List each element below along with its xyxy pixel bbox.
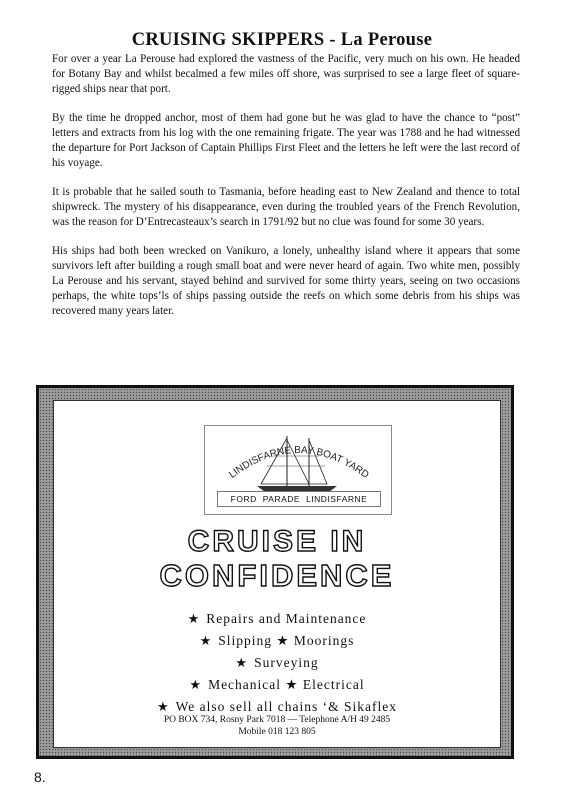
service-item: ★ Repairs and Maintenance <box>187 611 367 626</box>
page-title: CRUISING SKIPPERS - La Perouse <box>131 30 433 50</box>
boat-yard-logo <box>204 425 392 515</box>
paragraph-4: His ships had both been wrecked on Vanikuro, a lonely, unhealthy island where it appears that some survivors left after building a rough small boat and were never heard of again. Two white men, possibly La Perouse and his servant, stayed behind and survived for some thirty years, seeing on two occasions perhaps, the white tops’ls of ships passing outside the reefs on which some debris from his ships was recovered many years later. <box>52 245 520 317</box>
service-item: ★ Mechanical ★ Electrical <box>189 677 365 692</box>
paragraph-2: By the time he dropped anchor, most of them had gone but he was glad to have the chance to “post” letters and extracts from his log with the one remaining frigate. The year was 1788 and he had witnessed the departure for Port Jackson of Captain Phillips First Fleet and the letters he left were the last record of his voyage. <box>52 112 520 169</box>
star-icon: ★ <box>187 611 201 626</box>
service-item: ★ We also sell all chains ‘& Sikaflex <box>156 699 398 714</box>
paragraph-3: It is probable that he sailed south to Tasmania, before heading east to New Zealand and thence to total shipwreck. The mystery of his disappearance, even during the troubled years of the French Revolution, was the reason for D’Entrecasteaux’s search in 1791/92 but no clue was found for some 30 years. <box>52 186 520 228</box>
service-item: ★ Slipping ★ Moorings <box>199 633 355 648</box>
headline-confidence: CONFIDENCE <box>159 558 395 593</box>
headline-cruise-in: CRUISE IN <box>187 525 367 558</box>
service-item: ★ Surveying <box>235 655 319 670</box>
contact-info <box>54 714 500 738</box>
logo-sub-mid: PARADE <box>262 494 301 504</box>
star-icon: ★ <box>189 677 203 692</box>
page-number: 8. <box>34 769 46 785</box>
star-icon: ★ <box>156 699 170 714</box>
advertisement-panel <box>53 400 501 748</box>
paragraph-1: For over a year La Perouse had explored the vastness of the Pacific, very much on his own. He headed for Botany Bay and whilst becalmed a few miles off shore, was surprised to see a large fleet of square-rigged ships near that port. <box>52 53 520 95</box>
services-list <box>54 608 500 718</box>
logo-arc-text: LINDISFARNE BAY BOAT YARD <box>227 444 371 481</box>
article-body <box>52 52 520 333</box>
advertisement <box>36 385 514 759</box>
star-icon: ★ <box>199 633 213 648</box>
logo-sub-left: FORD <box>230 494 257 504</box>
contact-address-phone: PO BOX 734, Rosny Park 7018 — Telephone A/H 49 2485 <box>163 715 391 725</box>
logo-subtitle <box>217 491 381 507</box>
star-icon: ★ <box>235 655 249 670</box>
logo-sub-right: LINDISFARNE <box>306 494 368 504</box>
contact-mobile: Mobile 018 123 805 <box>238 727 316 737</box>
